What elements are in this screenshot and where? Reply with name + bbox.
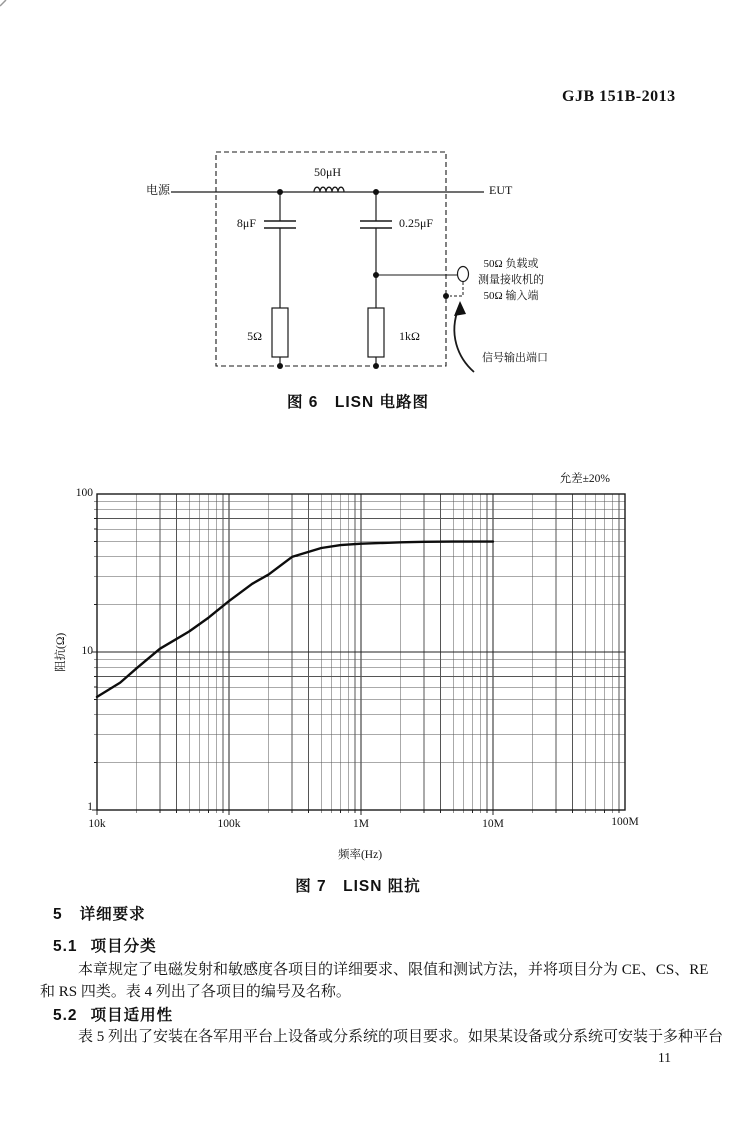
lisn-circuit-diagram <box>171 152 484 372</box>
port-note-line3: 50Ω 输入端 <box>483 290 539 302</box>
circuit-label-eut: EUT <box>489 183 513 197</box>
page-number: 11 <box>658 1050 671 1065</box>
figure6-caption: 图 6 LISN 电路图 <box>286 394 430 411</box>
ytick-1: 1 <box>87 801 93 813</box>
circuit-label-res-left: 5Ω <box>247 329 262 343</box>
section-52-heading <box>53 1007 173 1025</box>
section-51-title: 项目分类 <box>90 938 157 955</box>
x-axis-title: 频率(Hz) <box>337 849 383 861</box>
xtick-10M: 10M <box>482 818 504 830</box>
tolerance-note: 允差±20% <box>559 473 610 485</box>
ytick-10: 10 <box>81 645 93 657</box>
xtick-10k: 10k <box>88 818 106 830</box>
impedance-curve <box>97 542 493 697</box>
section-52-body-line1: 表 5 列出了安装在各军用平台上设备或分系统的项目要求。如果某设备或分系统可安装于多种平台 <box>78 1029 724 1045</box>
circuit-label-cap-right: 0.25μF <box>399 216 434 230</box>
section-5-number: 5 <box>53 906 63 923</box>
section-51-number: 5.1 <box>53 938 78 955</box>
callout-arrow <box>454 307 474 372</box>
circuit-label-res-right: 1kΩ <box>399 329 420 343</box>
xtick-100M: 100M <box>611 816 639 828</box>
connector-dashed-link <box>450 282 463 296</box>
signal-port-label: 信号输出端口 <box>482 352 548 364</box>
callout-arrowhead <box>454 301 466 316</box>
xtick-100k: 100k <box>217 818 241 830</box>
figure7-caption: 图 7 LISN 阻抗 <box>295 878 421 895</box>
section-51-heading <box>53 938 157 956</box>
section-51-body-line2: 和 RS 四类。表 4 列出了各项目的编号及名称。 <box>40 984 351 1000</box>
circuit-label-cap-left: 8μF <box>236 216 256 230</box>
doc-number: GJB 151B-2013 <box>562 88 676 105</box>
chart-grid <box>92 494 625 815</box>
coax-connector <box>458 267 469 282</box>
section-5-heading <box>53 906 146 924</box>
scan-artifact <box>0 0 6 6</box>
port-note-line1: 50Ω 负载或 <box>483 258 539 270</box>
xtick-1M: 1M <box>353 818 369 830</box>
circuit-label-source: 电源 <box>146 183 171 197</box>
section-52-number: 5.2 <box>53 1007 78 1024</box>
port-note-line2: 测量接收机的 <box>478 274 544 286</box>
section-5-title: 详细要求 <box>79 906 146 923</box>
section-51-body-line1: 本章规定了电磁发射和敏感度各项目的详细要求、限值和测试方法，并将项目分为 CE、CS、RE <box>78 962 709 978</box>
resistor-5ohm <box>272 308 288 357</box>
ytick-100: 100 <box>75 487 93 499</box>
y-axis-title: 阻抗(Ω) <box>55 632 67 672</box>
section-52-title: 项目适用性 <box>90 1007 174 1024</box>
resistor-1kohm <box>368 308 384 357</box>
circuit-label-inductor: 50μH <box>314 165 342 179</box>
inductor-coil <box>314 187 344 192</box>
